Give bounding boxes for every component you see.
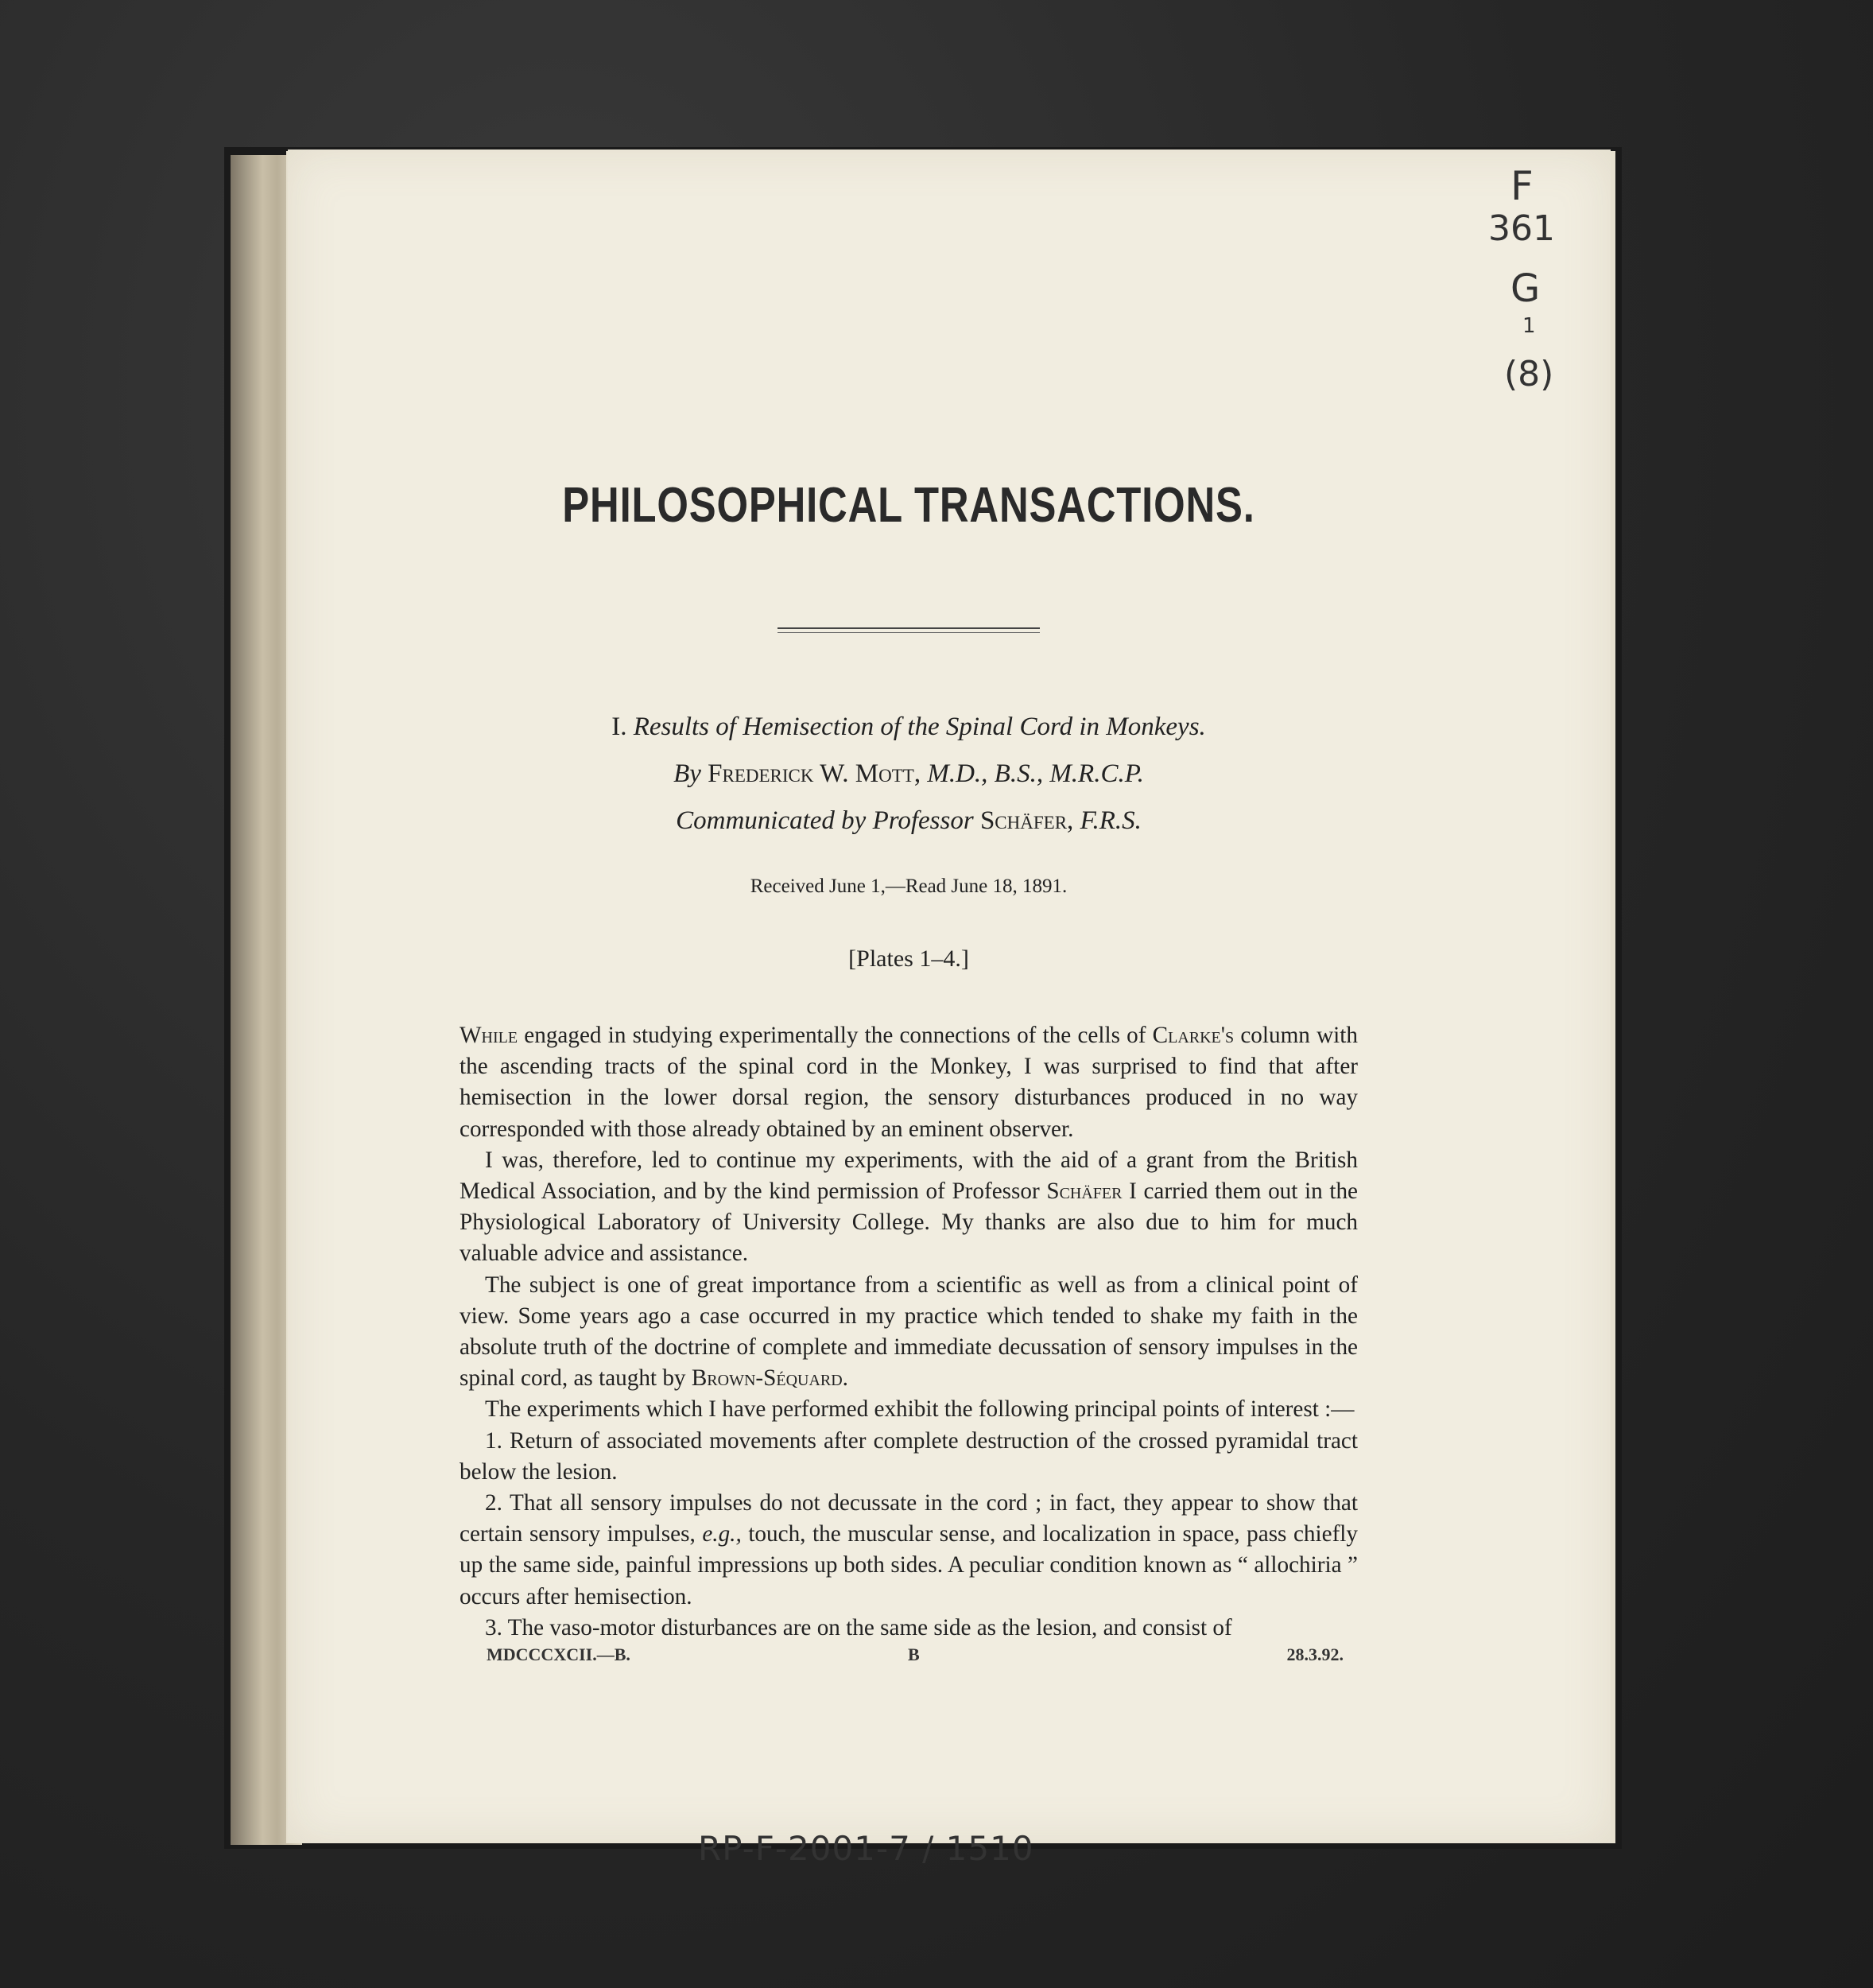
communicated-prefix: Communicated by Professor [676, 806, 974, 835]
paper-number: I. [611, 712, 627, 741]
communicator-name: Schäfer, [979, 806, 1074, 835]
author-prefix: By [673, 759, 701, 788]
paragraph-2 [460, 1145, 1358, 1270]
footer-volume: MDCCCXCII.—B. [487, 1644, 630, 1664]
communicated-line [460, 806, 1358, 836]
paragraph-1 [460, 1020, 1358, 1145]
paragraph-5: 1. Return of associated movements after complete destruction of the crossed pyramidal tract below the lesion. [460, 1427, 1358, 1485]
paragraph-6-eg: e.g., [702, 1521, 742, 1547]
name-clarke: Clarke's [1152, 1023, 1235, 1048]
author-name: Frederick W. Mott, [708, 759, 921, 788]
handwritten-shelfmark-line-5: (8) [1504, 354, 1554, 394]
paragraph-2-text-b: I carried them out in the Physiological Laboratory of University College. My thanks are also due to him for much valuable advice and assistance. [460, 1178, 1359, 1267]
communicator-suffix: F.R.S. [1080, 806, 1142, 835]
paragraph-3-text-a: The subject is one of great importance from a scientific as well as from a clinical point of view. Some years ago a case occurred in my practice which tended to shake my faith in the absolute truth of the doctrine of complete and immediate decussation of sensory impulses in the spinal cord, as taught by [460, 1272, 1358, 1392]
handwritten-shelfmark-line-4: 1 [1522, 314, 1536, 338]
paragraph-7: 3. The vaso-motor disturbances are on the same side as the lesion, and consist of [485, 1614, 1232, 1640]
name-schafer: Schäfer [1046, 1178, 1123, 1205]
paragraph-1-text-a: engaged in studying experimentally the connections of the cells of [518, 1023, 1153, 1048]
title-rule [778, 627, 1040, 629]
paragraph-3 [460, 1270, 1358, 1395]
page-content [460, 477, 1358, 1644]
name-brown-sequard: Brown-Séquard. [691, 1365, 848, 1392]
footer-date: 28.3.92. [1286, 1644, 1344, 1664]
journal-title: PHILOSOPHICAL TRANSACTIONS. [562, 478, 1255, 533]
paragraph-1-lead: While [460, 1023, 518, 1048]
body-text [460, 1020, 1358, 1644]
handwritten-shelfmark-line-2: 361 [1488, 208, 1555, 249]
paragraph-2-text-a: I was, therefore, led to continue my experiments, with the aid of a grant from the British Medical Association, and by the kind permission of Professor [460, 1147, 1358, 1205]
paragraph-4: The experiments which I have performed exhibit the following principal points of interest :— [485, 1396, 1355, 1423]
handwritten-reference-number: RP-F-2001-7 / 1510 [698, 1829, 1034, 1868]
footer-signature: B [908, 1644, 920, 1664]
received-date: Received June 1,—Read June 18, 1891. [750, 876, 1068, 897]
title-rule-thin [778, 632, 1040, 633]
paper-title [460, 712, 1358, 742]
paragraph-1-text-b: column with the ascending tracts of the spinal cord in the Monkey, I was surprised to find that after hemisection in the lower dorsal region, the sensory disturbances produced in no way corresponded with those already obtained by an eminent observer. [460, 1023, 1358, 1142]
author-degrees: M.D., B.S., M.R.C.P. [927, 759, 1144, 788]
author-line [460, 759, 1358, 789]
paragraph-6-text-b: touch, the muscular sense, and localization in space, pass chiefly up the same side, painful impressions up both sides. A peculiar condition known as “ allochiria ” occurs after hemisection. [460, 1521, 1358, 1609]
paragraph-6 [460, 1488, 1358, 1613]
handwritten-shelfmark-line-3: G [1510, 266, 1541, 311]
paper-title-text: Results of Hemisection of the Spinal Cord in Monkeys. [633, 712, 1206, 741]
paragraph-6-text-a: 2. That all sensory impulses do not decussate in the cord ; in fact, they appear to show that certain sensory impulses, [460, 1490, 1358, 1547]
handwritten-shelfmark-line-1: F [1510, 163, 1534, 209]
plates-reference: [Plates 1–4.] [848, 945, 969, 972]
